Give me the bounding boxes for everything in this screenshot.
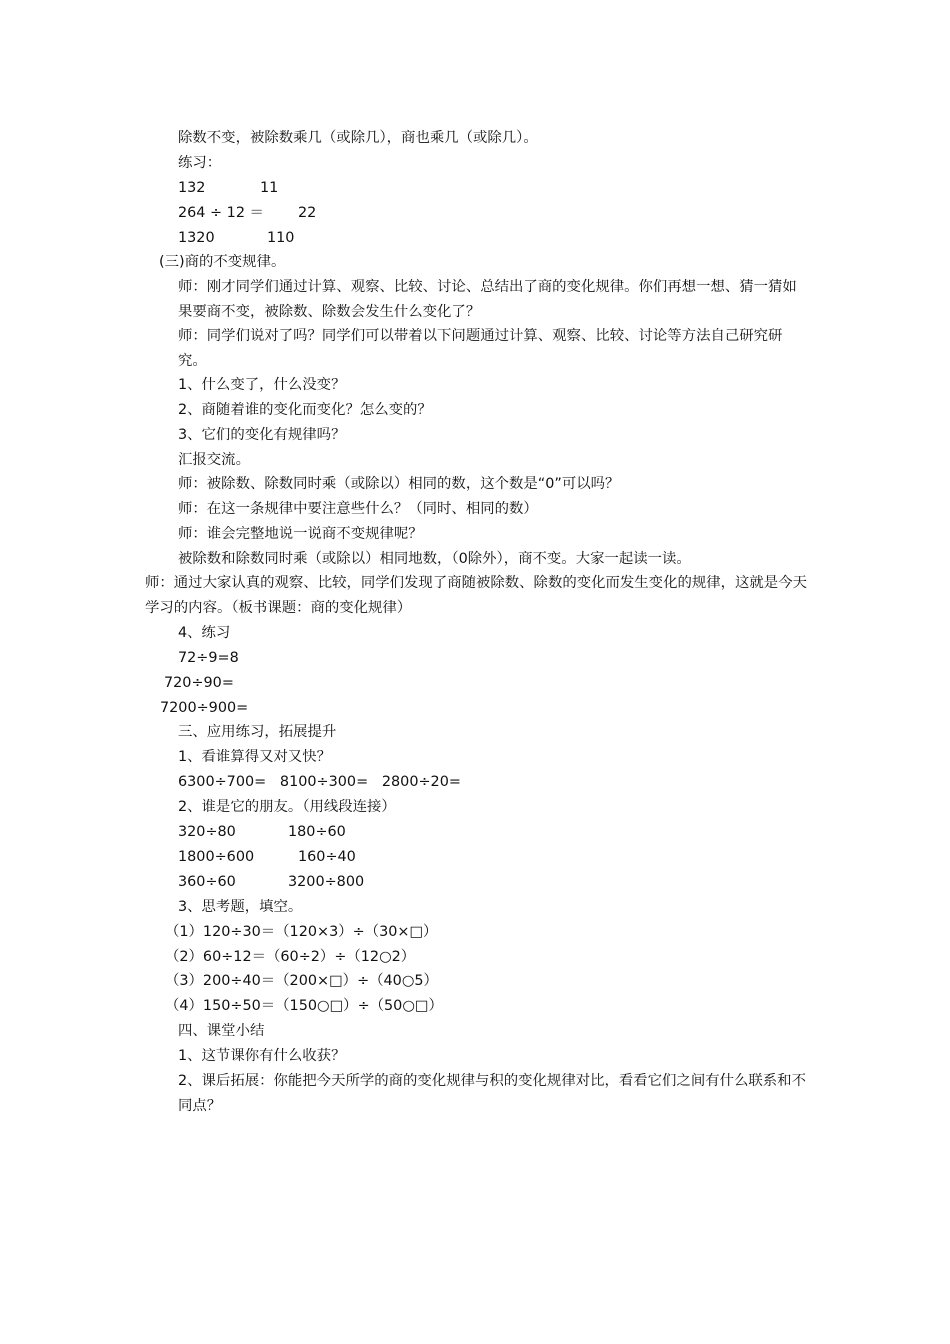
fill-item: （2）60÷12＝（60÷2）÷（12○2）: [165, 949, 416, 965]
match-right: 160÷40: [298, 849, 356, 865]
paragraph: 师：刚才同学们通过计算、观察、比较、讨论、总结出了商的变化规律。你们再想一想、猜一猜如果要商不变，被除数、除数会发生什么变化了？: [178, 279, 797, 320]
paragraph: 师：谁会完整地说一说商不变规律呢？: [178, 526, 423, 542]
practice-row: [145, 201, 810, 226]
match-left: 360÷60: [178, 874, 236, 890]
practice-value: 1320: [178, 230, 215, 246]
match-row: [145, 845, 810, 870]
paragraph: 2、课后拓展：你能把今天所学的商的变化规律与积的变化规律对比，看看它们之间有什么联系和不同点？: [178, 1073, 806, 1114]
section-title: (三)商的不变规律。: [159, 254, 286, 270]
fill-item: （3）200÷40＝（200×□）÷（40○5）: [165, 973, 438, 989]
rule-statement: 被除数和除数同时乘（或除以）相同地数，（0除外），商不变。大家一起读一读。: [178, 551, 691, 567]
practice-heading: 练习：: [178, 155, 222, 171]
practice-row: [145, 226, 810, 251]
question: 2、谁是它的朋友。（用线段连接）: [178, 799, 396, 815]
practice-value: 11: [260, 180, 279, 196]
practice-equation: 720÷90=: [164, 675, 234, 691]
question: 1、什么变了，什么没变？: [178, 377, 346, 393]
practice-heading: 4、练习: [178, 625, 231, 641]
fill-item: （4）150÷50＝（150○□）÷（50○□）: [165, 998, 443, 1014]
paragraph: 师：被除数、除数同时乘（或除以）相同的数，这个数是“0”可以吗？: [178, 476, 620, 492]
practice-value: 132: [178, 180, 206, 196]
practice-value: 22: [298, 205, 317, 221]
question: 2、商随着谁的变化而变化？怎么变的？: [178, 402, 432, 418]
practice-equation: 72÷9=8: [178, 650, 239, 666]
section-title: 四、课堂小结: [178, 1023, 265, 1039]
rule-text: 除数不变，被除数乘几（或除几），商也乘几（或除几）。: [178, 130, 538, 146]
paragraph: 汇报交流。: [178, 452, 250, 468]
paragraph: 师：同学们说对了吗？同学们可以带着以下问题通过计算、观察、比较、讨论等方法自己研究研究。: [178, 328, 783, 369]
calc-exercises: 6300÷700= 8100÷300= 2800÷20=: [178, 774, 461, 790]
practice-value: 110: [267, 230, 295, 246]
paragraph: 师：通过大家认真的观察、比较，同学们发现了商随被除数、除数的变化而发生变化的规律，这就是今天学习的内容。（板书课题：商的变化规律）: [145, 575, 807, 616]
question: 1、看谁算得又对又快？: [178, 749, 332, 765]
section-title: 三、应用练习，拓展提升: [178, 724, 337, 740]
practice-equation: 7200÷900=: [160, 700, 249, 716]
question: 3、思考题，填空。: [178, 899, 303, 915]
paragraph: 师：在这一条规律中要注意些什么？（同时、相同的数）: [178, 501, 538, 517]
match-row: [145, 870, 810, 895]
fill-item: （1）120÷30＝（120×3）÷（30×□）: [165, 924, 438, 940]
match-row: [145, 820, 810, 845]
match-left: 320÷80: [178, 824, 236, 840]
match-right: 180÷60: [288, 824, 346, 840]
practice-row: [145, 176, 810, 201]
match-right: 3200÷800: [288, 874, 365, 890]
practice-equation: 264 ÷ 12 ＝: [178, 205, 264, 221]
question: 3、它们的变化有规律吗？: [178, 427, 346, 443]
question: 1、这节课你有什么收获？: [178, 1048, 346, 1064]
match-left: 1800÷600: [178, 849, 255, 865]
